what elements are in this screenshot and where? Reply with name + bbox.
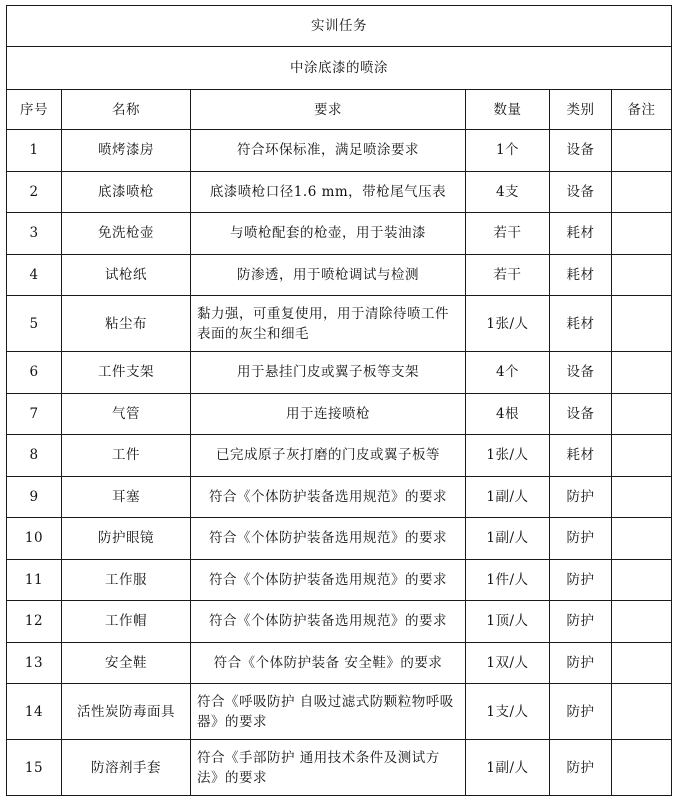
cell-requirement: 符合《个体防护装备选用规范》的要求 bbox=[191, 476, 466, 518]
cell-name: 工作帽 bbox=[62, 601, 191, 643]
cell-requirement: 与喷枪配套的枪壶，用于装油漆 bbox=[191, 213, 466, 255]
cell-remarks bbox=[612, 435, 672, 477]
cell-name: 喷烤漆房 bbox=[62, 130, 191, 172]
cell-name: 防溶剂手套 bbox=[62, 740, 191, 796]
cell-requirement: 符合《手部防护 通用技术条件及测试方法》的要求 bbox=[191, 740, 466, 796]
cell-name: 安全鞋 bbox=[62, 642, 191, 684]
cell-quantity: 1副/人 bbox=[466, 518, 550, 560]
table-row bbox=[7, 352, 672, 394]
cell-quantity: 4根 bbox=[466, 393, 550, 435]
table-row bbox=[7, 213, 672, 255]
cell-index: 3 bbox=[7, 213, 62, 255]
cell-index: 4 bbox=[7, 254, 62, 296]
cell-category: 防护 bbox=[550, 559, 612, 601]
cell-name: 粘尘布 bbox=[62, 296, 191, 352]
cell-name: 工件支架 bbox=[62, 352, 191, 394]
cell-name: 活性炭防毒面具 bbox=[62, 684, 191, 740]
table-row bbox=[7, 601, 672, 643]
cell-category: 耗材 bbox=[550, 213, 612, 255]
cell-category: 设备 bbox=[550, 130, 612, 172]
cell-requirement: 符合《呼吸防护 自吸过滤式防颗粒物呼吸器》的要求 bbox=[191, 684, 466, 740]
cell-quantity: 1支/人 bbox=[466, 684, 550, 740]
cell-requirement: 黏力强，可重复使用，用于清除待喷工件表面的灰尘和细毛 bbox=[191, 296, 466, 352]
header-index: 序号 bbox=[7, 90, 62, 130]
cell-requirement: 符合环保标准，满足喷涂要求 bbox=[191, 130, 466, 172]
cell-name: 试枪纸 bbox=[62, 254, 191, 296]
header-remarks: 备注 bbox=[612, 90, 672, 130]
cell-remarks bbox=[612, 130, 672, 172]
cell-index: 2 bbox=[7, 171, 62, 213]
cell-name: 防护眼镜 bbox=[62, 518, 191, 560]
header-requirement: 要求 bbox=[191, 90, 466, 130]
cell-name: 免洗枪壶 bbox=[62, 213, 191, 255]
cell-quantity: 1双/人 bbox=[466, 642, 550, 684]
cell-remarks bbox=[612, 684, 672, 740]
cell-remarks bbox=[612, 642, 672, 684]
cell-index: 9 bbox=[7, 476, 62, 518]
cell-quantity: 1张/人 bbox=[466, 296, 550, 352]
equipment-table bbox=[6, 5, 672, 796]
cell-quantity: 1副/人 bbox=[466, 740, 550, 796]
cell-index: 6 bbox=[7, 352, 62, 394]
cell-remarks bbox=[612, 740, 672, 796]
cell-requirement: 用于连接喷枪 bbox=[191, 393, 466, 435]
cell-quantity: 若干 bbox=[466, 213, 550, 255]
cell-index: 14 bbox=[7, 684, 62, 740]
table-row bbox=[7, 296, 672, 352]
table-row bbox=[7, 740, 672, 796]
cell-remarks bbox=[612, 476, 672, 518]
cell-quantity: 1副/人 bbox=[466, 476, 550, 518]
cell-quantity: 4个 bbox=[466, 352, 550, 394]
cell-category: 防护 bbox=[550, 476, 612, 518]
table-row bbox=[7, 393, 672, 435]
table-row bbox=[7, 130, 672, 172]
cell-category: 耗材 bbox=[550, 254, 612, 296]
cell-category: 设备 bbox=[550, 171, 612, 213]
cell-requirement: 符合《个体防护装备 安全鞋》的要求 bbox=[191, 642, 466, 684]
cell-remarks bbox=[612, 393, 672, 435]
cell-index: 5 bbox=[7, 296, 62, 352]
cell-category: 防护 bbox=[550, 518, 612, 560]
table-row bbox=[7, 171, 672, 213]
cell-category: 防护 bbox=[550, 642, 612, 684]
cell-remarks bbox=[612, 518, 672, 560]
cell-index: 8 bbox=[7, 435, 62, 477]
task-sheet bbox=[6, 5, 671, 796]
cell-quantity: 1件/人 bbox=[466, 559, 550, 601]
cell-remarks bbox=[612, 601, 672, 643]
cell-remarks bbox=[612, 559, 672, 601]
table-row bbox=[7, 559, 672, 601]
cell-requirement: 符合《个体防护装备选用规范》的要求 bbox=[191, 601, 466, 643]
header-name: 名称 bbox=[62, 90, 191, 130]
cell-quantity: 1个 bbox=[466, 130, 550, 172]
cell-name: 气管 bbox=[62, 393, 191, 435]
cell-requirement: 防渗透，用于喷枪调试与检测 bbox=[191, 254, 466, 296]
table-row bbox=[7, 435, 672, 477]
cell-remarks bbox=[612, 213, 672, 255]
cell-category: 耗材 bbox=[550, 296, 612, 352]
cell-category: 设备 bbox=[550, 352, 612, 394]
cell-name: 耳塞 bbox=[62, 476, 191, 518]
sheet-subtitle: 中涂底漆的喷涂 bbox=[7, 47, 672, 90]
cell-requirement: 用于悬挂门皮或翼子板等支架 bbox=[191, 352, 466, 394]
cell-quantity: 若干 bbox=[466, 254, 550, 296]
cell-index: 7 bbox=[7, 393, 62, 435]
cell-index: 11 bbox=[7, 559, 62, 601]
cell-remarks bbox=[612, 171, 672, 213]
table-row bbox=[7, 518, 672, 560]
cell-name: 底漆喷枪 bbox=[62, 171, 191, 213]
cell-requirement: 已完成原子灰打磨的门皮或翼子板等 bbox=[191, 435, 466, 477]
cell-remarks bbox=[612, 296, 672, 352]
cell-category: 防护 bbox=[550, 601, 612, 643]
cell-index: 10 bbox=[7, 518, 62, 560]
cell-index: 15 bbox=[7, 740, 62, 796]
cell-category: 耗材 bbox=[550, 435, 612, 477]
cell-requirement: 符合《个体防护装备选用规范》的要求 bbox=[191, 518, 466, 560]
cell-quantity: 1张/人 bbox=[466, 435, 550, 477]
table-row bbox=[7, 642, 672, 684]
cell-remarks bbox=[612, 352, 672, 394]
cell-index: 12 bbox=[7, 601, 62, 643]
cell-requirement: 底漆喷枪口径1.6 mm，带枪尾气压表 bbox=[191, 171, 466, 213]
table-row bbox=[7, 476, 672, 518]
table-row bbox=[7, 254, 672, 296]
cell-index: 1 bbox=[7, 130, 62, 172]
cell-requirement: 符合《个体防护装备选用规范》的要求 bbox=[191, 559, 466, 601]
cell-name: 工件 bbox=[62, 435, 191, 477]
table-row bbox=[7, 684, 672, 740]
sheet-title: 实训任务 bbox=[7, 6, 672, 47]
cell-remarks bbox=[612, 254, 672, 296]
cell-name: 工作服 bbox=[62, 559, 191, 601]
cell-index: 13 bbox=[7, 642, 62, 684]
cell-quantity: 4支 bbox=[466, 171, 550, 213]
cell-category: 防护 bbox=[550, 740, 612, 796]
header-category: 类别 bbox=[550, 90, 612, 130]
cell-category: 防护 bbox=[550, 684, 612, 740]
header-quantity: 数量 bbox=[466, 90, 550, 130]
cell-category: 设备 bbox=[550, 393, 612, 435]
cell-quantity: 1顶/人 bbox=[466, 601, 550, 643]
